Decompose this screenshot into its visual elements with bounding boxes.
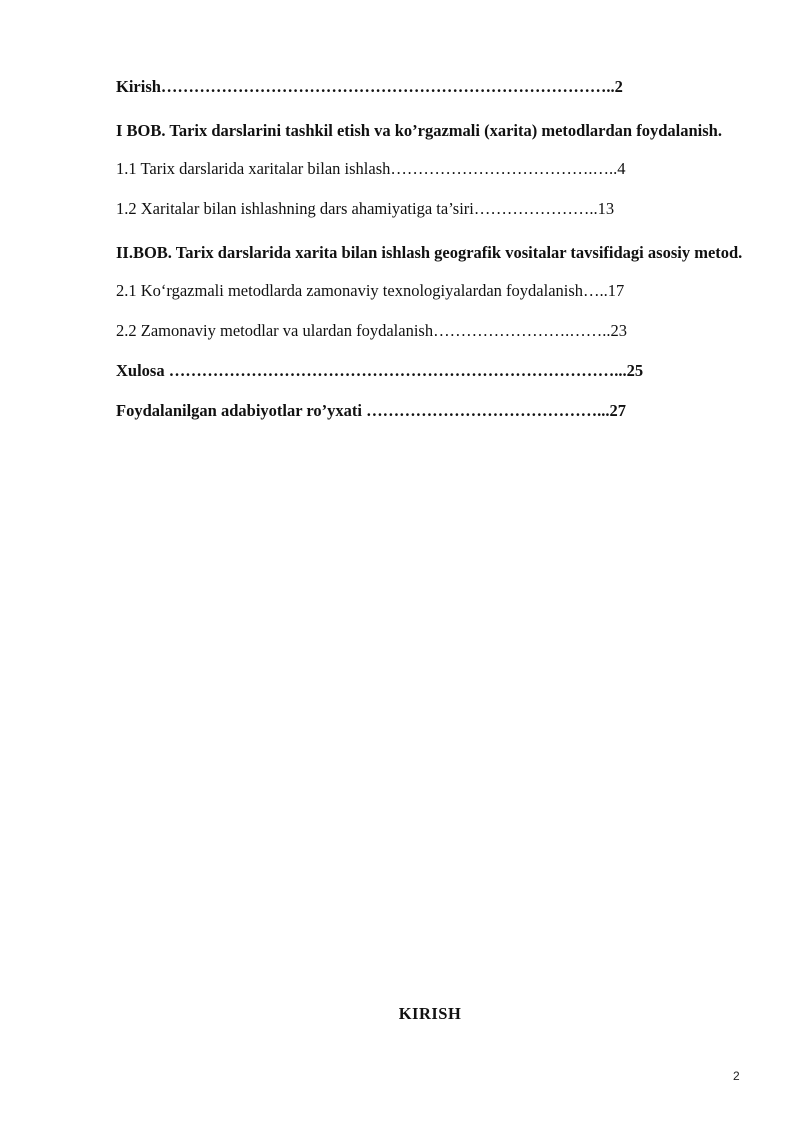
toc-entry-kirish: Kirish………………………………………………………………………..2: [116, 77, 623, 96]
toc-entry-references: Foydalanilgan adabiyotlar ro’yxati ……………………………………...27: [116, 401, 627, 420]
section-heading: KIRISH: [398, 1004, 462, 1023]
page-number: 2: [733, 1069, 740, 1083]
toc-entry-section-2-1: 2.1 Ko‘rgazmali metodlarda zamonaviy texnologiyalardan foydalanish…..17: [116, 281, 625, 300]
toc-entry-xulosa: Xulosa ………………………………………………………………………...25: [116, 361, 644, 380]
toc-entry-chapter-2: II.BOB. Tarix darslarida xarita bilan ishlash geografik vositalar tavsifidagi asosiy metod.: [116, 243, 743, 262]
toc-entry-section-1-2: 1.2 Xaritalar bilan ishlashning dars ahamiyatiga ta’siri…………………..13: [116, 199, 615, 218]
table-of-contents: [116, 75, 744, 439]
toc-entry-section-2-2: 2.2 Zamonaviy metodlar va ulardan foydalanish…………………….……..23: [116, 321, 627, 340]
toc-entry-section-1-1: 1.1 Tarix darslarida xaritalar bilan ishlash……………………………….…..4: [116, 159, 626, 178]
toc-entry-chapter-1: I BOB. Tarix darslarini tashkil etish va ko’rgazmali (xarita) metodlardan foydalanish.: [116, 121, 722, 140]
